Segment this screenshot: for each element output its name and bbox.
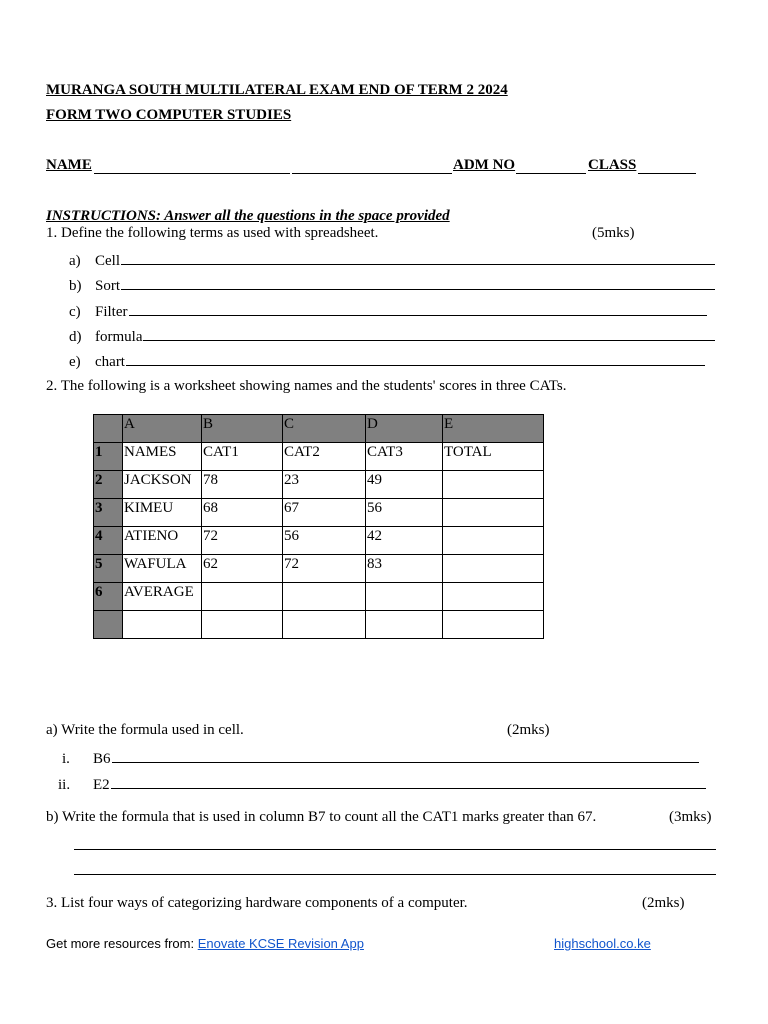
table-cell: 67 (283, 499, 366, 527)
question-1-marks: (5mks) (592, 225, 635, 241)
row-header: 3 (94, 499, 123, 527)
name-blank-2[interactable] (292, 173, 452, 174)
table-row (94, 583, 544, 611)
question-2a-marks: (2mks) (507, 722, 550, 738)
worksheet-table (93, 414, 544, 639)
table-cell (283, 611, 366, 639)
q1-item-formula: d) formula (69, 327, 715, 346)
table-cell: 23 (283, 471, 366, 499)
table-cell (443, 555, 544, 583)
table-cell (123, 611, 202, 639)
footer-prefix: Get more resources from: (46, 936, 198, 951)
table-row (94, 611, 544, 639)
table-cell: 42 (366, 527, 443, 555)
answer-line[interactable] (112, 749, 699, 763)
table-cell (366, 611, 443, 639)
table-cell (443, 527, 544, 555)
table-row (94, 527, 544, 555)
question-2a-text: a) Write the formula used in cell. (46, 722, 244, 738)
adm-no-label: ADM NO (453, 157, 516, 173)
col-header: B (202, 415, 283, 443)
class-blank[interactable] (638, 173, 696, 174)
question-1-text: 1. Define the following terms as used with spreadsheet. (46, 225, 379, 241)
name-label: NAME (46, 157, 92, 173)
class-label: CLASS (588, 157, 637, 173)
question-2b-marks: (3mks) (669, 809, 712, 825)
table-cell (202, 611, 283, 639)
row-header: 1 (94, 443, 123, 471)
table-cell (443, 611, 544, 639)
exam-title: MURANGA SOUTH MULTILATERAL EXAM END OF TERM 2 2024 (46, 82, 508, 98)
table-row (94, 499, 544, 527)
table-row (94, 443, 544, 471)
table-cell: 83 (366, 555, 443, 583)
table-cell: 56 (366, 499, 443, 527)
table-cell: JACKSON (123, 471, 202, 499)
corner-cell (94, 415, 123, 443)
table-cell (443, 583, 544, 611)
table-cell (443, 499, 544, 527)
answer-line[interactable] (126, 352, 705, 366)
adm-no-blank[interactable] (516, 173, 586, 174)
column-header-row (94, 415, 544, 443)
name-blank[interactable] (94, 173, 290, 174)
q2a-item-e2: ii. E2 (58, 775, 706, 794)
table-cell: NAMES (123, 443, 202, 471)
q1-item-cell: a) Cell (69, 251, 715, 270)
table-cell (443, 471, 544, 499)
row-header: 4 (94, 527, 123, 555)
col-header: E (443, 415, 544, 443)
table-cell (283, 583, 366, 611)
table-cell: AVERAGE (123, 583, 202, 611)
row-header: 2 (94, 471, 123, 499)
table-cell: 72 (202, 527, 283, 555)
footer-text (46, 936, 364, 951)
instructions: INSTRUCTIONS: Answer all the questions in the space provided (46, 208, 450, 224)
table-cell: WAFULA (123, 555, 202, 583)
table-row (94, 555, 544, 583)
question-2-text: 2. The following is a worksheet showing names and the students' scores in three CATs. (46, 378, 567, 394)
q1-item-sort: b) Sort (69, 276, 715, 295)
answer-line[interactable] (111, 775, 706, 789)
table-cell: 78 (202, 471, 283, 499)
highschool-link[interactable]: highschool.co.ke (554, 936, 651, 951)
row-header: 6 (94, 583, 123, 611)
question-3-text: 3. List four ways of categorizing hardware components of a computer. (46, 895, 468, 911)
table-cell: 72 (283, 555, 366, 583)
answer-line[interactable] (129, 302, 708, 316)
col-header: C (283, 415, 366, 443)
table-cell: CAT1 (202, 443, 283, 471)
table-cell: 56 (283, 527, 366, 555)
table-cell: CAT2 (283, 443, 366, 471)
table-cell: 49 (366, 471, 443, 499)
col-header: D (366, 415, 443, 443)
q1-item-chart: e) chart (69, 352, 705, 371)
answer-line[interactable] (121, 251, 715, 265)
q1-item-filter: c) Filter (69, 302, 707, 321)
exam-subtitle: FORM TWO COMPUTER STUDIES (46, 107, 292, 123)
table-cell (366, 583, 443, 611)
row-header (94, 611, 123, 639)
answer-line[interactable] (74, 874, 716, 875)
table-cell: ATIENO (123, 527, 202, 555)
table-cell: 62 (202, 555, 283, 583)
table-row (94, 471, 544, 499)
table-cell (202, 583, 283, 611)
q2a-item-b6: i. B6 (62, 749, 699, 768)
table-cell: TOTAL (443, 443, 544, 471)
table-cell: CAT3 (366, 443, 443, 471)
answer-line[interactable] (74, 849, 716, 850)
table-cell: 68 (202, 499, 283, 527)
answer-line[interactable] (121, 276, 715, 290)
question-3-marks: (2mks) (642, 895, 685, 911)
question-2b-text: b) Write the formula that is used in column B7 to count all the CAT1 marks greater than 67. (46, 809, 597, 825)
row-header: 5 (94, 555, 123, 583)
table-cell: KIMEU (123, 499, 202, 527)
col-header: A (123, 415, 202, 443)
answer-line[interactable] (143, 327, 715, 341)
enovate-app-link[interactable]: Enovate KCSE Revision App (197, 936, 364, 951)
